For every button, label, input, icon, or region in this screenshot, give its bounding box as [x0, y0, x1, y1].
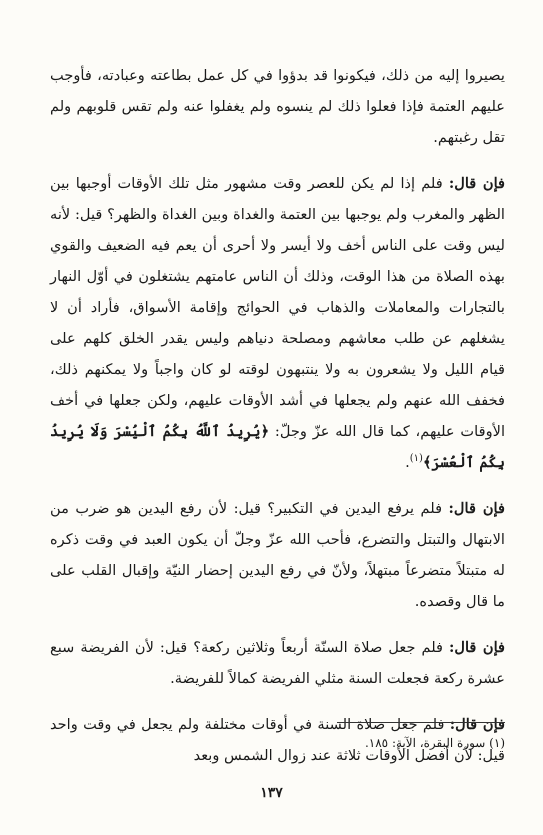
paragraph-text: يصيروا إليه من ذلك، فيكونوا قد بدؤوا في كل عمل بطاعته وعبادته، فأوجب عليهم العتمة فإذا فعلوا ذلك لم ينسوه ولم يغفلوا عنه ولم تقس قلوبهم ولم تقل رغبتهم. [50, 67, 505, 146]
footnote-divider [337, 722, 505, 723]
footnote-reference[interactable]: (١) [409, 453, 423, 465]
paragraph-lead: فإن قال: [449, 639, 505, 656]
paragraph-1 [50, 60, 505, 153]
paragraph-lead: فإن قال: [448, 500, 505, 517]
paragraph-lead: فإن قال: [448, 175, 505, 192]
page-body [50, 60, 505, 786]
paragraph-3 [50, 493, 505, 617]
page-number: ١٣٧ [260, 785, 283, 801]
paragraph-text: فلم جعل صلاة السنّة أربعاً وثلاثين ركعة؟ قيل: لأن الفريضة سبع عشرة ركعة فجعلت السنة مثلي الفريضة كمالاً للفريضة. [50, 639, 505, 687]
paragraph-text: فلم إذا لم يكن للعصر وقت مشهور مثل تلك الأوقات أوجبها بين الظهر والمغرب ولم يوجبها بين العتمة والغداة وبين الغداة والظهر؟ قيل: لأنه ليس وقت على الناس أخف ولا أيسر ولا أحرى أن يعم فيه الضعيف والقوي بهذه الصلاة من هذا الوقت، وذلك أن الناس عامتهم يشتغلون في أوّل النهار بالتجارات والمعاملات والذهاب في الحوائج وإقامة الأسواق، فأراد أن لا يشغلهم عن طلب معاشهم ومصلحة دنياهم وليس يقدر الخلق كلهم على قيام الليل ولا يشعرون به ولا ينتبهون لوقته لو كان واجباً ولا يمكنهم ذلك، فخفف الله عنهم ولم يجعلها في أشد الأوقات عليهم، ولكن جعلها في أخف الأوقات عليهم، كما قال الله عزّ وجلّ: [50, 175, 505, 440]
paragraph-2 [50, 168, 505, 478]
paragraph-4 [50, 632, 505, 694]
quran-verse: ﴿يُرِيدُ ٱللَّهُ بِكُمُ ٱلْيُسْرَ وَلَا يُرِيدُ بِكُمُ ٱلْعُسْرَ﴾ [50, 423, 505, 471]
paragraph-text: فلم يرفع اليدين في التكبير؟ قيل: لأن رفع اليدين هو ضرب من الابتهال والتبتل والتضرع، فأحب الله عزّ وجلّ أن يكون العبد في وقت ذكره له متبتلاً متضرعاً مبتهلاً، ولأنّ في رفع اليدين إحضار النيّة وإقبال القلب على ما قال وقصده. [50, 500, 505, 610]
paragraph-text: فلم جعل صلاة السنة في أوقات مختلفة ولم يجعل في وقت واحد قيل: لأن أفضل الأوقات ثلاثة عند زوال الشمس وبعد [50, 716, 505, 764]
paragraph-lead: فإن قال: [449, 716, 506, 733]
footnote: (١) سورة البقرة، الآية: ١٨٥. [364, 736, 505, 750]
paragraph-tail: . [405, 454, 410, 471]
